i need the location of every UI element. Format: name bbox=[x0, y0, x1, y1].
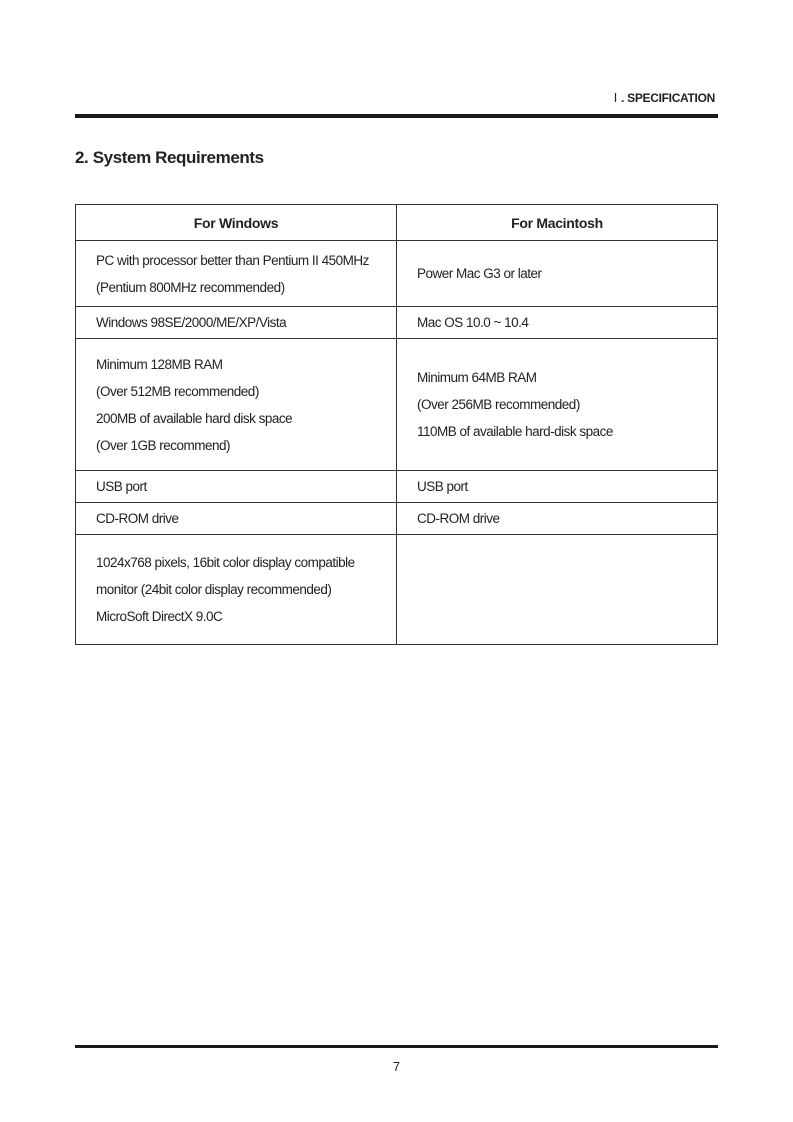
table-row bbox=[76, 307, 718, 339]
table-header-row bbox=[76, 205, 718, 241]
cell-line: PC with processor better than Pentium II 450MHz bbox=[96, 252, 369, 268]
header-macintosh: For Macintosh bbox=[397, 205, 718, 241]
cell-line: (Over 512MB recommended) bbox=[96, 383, 259, 399]
cell-line: MicroSoft DirectX 9.0C bbox=[96, 609, 223, 624]
table-row bbox=[76, 535, 718, 645]
cell-line: Minimum 128MB RAM bbox=[96, 356, 223, 372]
mac-cell-empty bbox=[397, 535, 718, 645]
cell-line: Minimum 64MB RAM bbox=[417, 370, 537, 385]
table-row bbox=[76, 503, 718, 535]
section-header bbox=[614, 91, 715, 106]
cell-line: Mac OS 10.0 ~ 10.4 bbox=[417, 315, 529, 330]
cell-line: monitor (24bit color display recommended) bbox=[96, 582, 332, 597]
cell-line: (Over 256MB recommended) bbox=[417, 397, 580, 412]
windows-cell bbox=[76, 503, 397, 535]
cell-line: 1024x768 pixels, 16bit color display compatible bbox=[96, 555, 355, 570]
cell-line: USB port bbox=[96, 479, 147, 494]
mac-cell bbox=[397, 241, 718, 307]
table-row bbox=[76, 241, 718, 307]
header-rule bbox=[75, 114, 718, 118]
windows-cell bbox=[76, 241, 397, 307]
chapter-label: . SPECIFICATION bbox=[621, 91, 715, 105]
cell-line: 110MB of available hard-disk space bbox=[417, 424, 613, 439]
table-row bbox=[76, 471, 718, 503]
footer-rule bbox=[75, 1045, 718, 1048]
header-windows: For Windows bbox=[76, 205, 397, 241]
cell-line: 200MB of available hard disk space bbox=[96, 410, 293, 426]
chapter-numeral: Ⅰ bbox=[613, 91, 618, 105]
mac-cell bbox=[397, 339, 718, 471]
cell-line: CD-ROM drive bbox=[417, 511, 500, 526]
table-row bbox=[76, 339, 718, 471]
page-number: 7 bbox=[392, 1059, 401, 1074]
windows-cell bbox=[76, 471, 397, 503]
cell-line: USB port bbox=[417, 479, 468, 494]
cell-line: CD-ROM drive bbox=[96, 511, 179, 526]
mac-cell bbox=[397, 307, 718, 339]
mac-cell bbox=[397, 471, 718, 503]
cell-line: Power Mac G3 or later bbox=[417, 266, 542, 281]
windows-cell bbox=[76, 307, 397, 339]
cell-line: (Over 1GB recommend) bbox=[96, 437, 231, 453]
requirements-table bbox=[75, 204, 718, 645]
page-title: 2. System Requirements bbox=[75, 148, 264, 167]
cell-line: Windows 98SE/2000/ME/XP/Vista bbox=[96, 315, 287, 330]
cell-line: (Pentium 800MHz recommended) bbox=[96, 279, 285, 295]
windows-cell bbox=[76, 339, 397, 471]
mac-cell bbox=[397, 503, 718, 535]
windows-cell bbox=[76, 535, 397, 645]
